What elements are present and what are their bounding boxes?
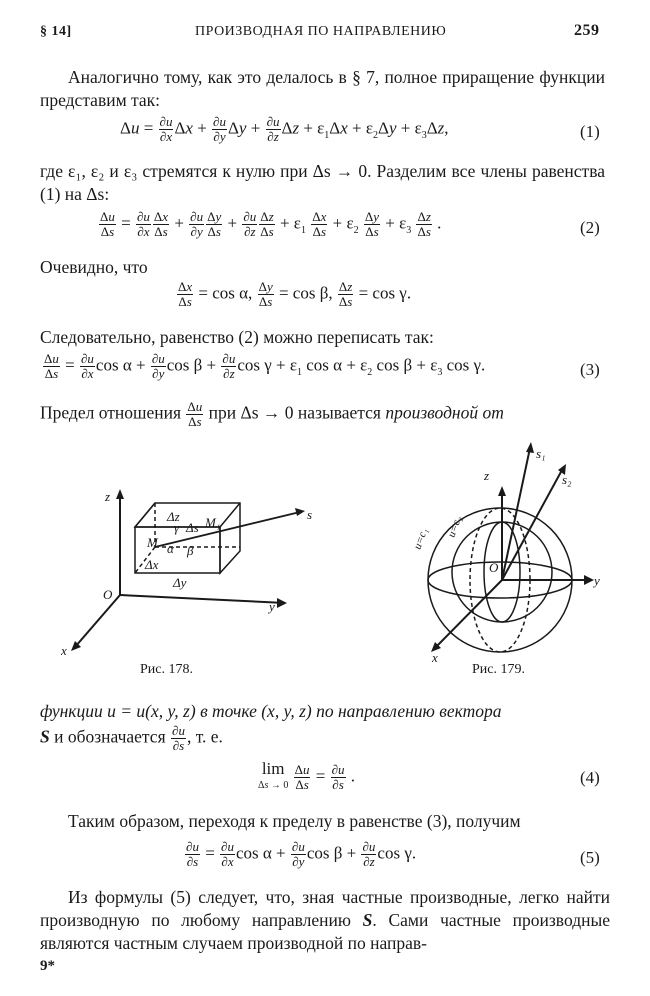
- paragraph-2: где ε₁, ε₂ и ε₃ стремятся к нулю при Δs → 0. Разделим все члены равенства (1) на Δs:: [40, 161, 605, 204]
- label-o: O: [103, 587, 113, 602]
- label-o: O: [489, 560, 499, 575]
- label-x: x: [432, 650, 438, 665]
- label-u-c2: u=c₂: [445, 514, 465, 540]
- label-z: z: [484, 468, 490, 483]
- x-axis: [75, 595, 120, 647]
- vector-s1: [502, 448, 530, 580]
- label-s1: s₁: [536, 446, 546, 461]
- paragraph-5-text-b: при Δs → 0 называется: [208, 402, 381, 423]
- label-dz: Δz: [167, 509, 180, 524]
- paragraph-8-text-c: . Сами частные производные являются частным случаем производной по направ-: [40, 910, 610, 953]
- label-gamma: γ: [174, 520, 180, 535]
- paragraph-3: Очевидно, что: [40, 257, 148, 277]
- equation-2-number: (2): [580, 218, 600, 237]
- equation-4: lim Δs → 0 $\frac{\Delta u}{\Delta s}$ = $\frac{\partial u}{\partial s}$ .: [258, 759, 355, 792]
- label-y: y: [269, 599, 275, 614]
- label-s: s: [307, 507, 313, 522]
- paragraph-5: Предел отношения $\frac{\Delta u}{\Delta s}$ при Δs → 0 называется производной от: [40, 399, 504, 429]
- figure-179-caption: Рис. 179.: [472, 662, 525, 677]
- paragraph-6-line-1: функции u = u(x, y, z) в точке (x, y, z) по направлению вектора: [40, 701, 502, 721]
- equation-3-number: (3): [580, 360, 600, 379]
- vector-s-symbol-2: S: [362, 910, 373, 930]
- equation-1-number: (1): [580, 122, 600, 141]
- equation-1: Δu = $\frac{\partial u}{\partial x}$ Δx + $\frac{\partial u}{\partial y}$ Δy + $\frac{\partial u}{\partial z}$ $\Delta z + \varepsilon_1\Delta x + \varepsilon_2\Delta y + \varepsilon_3\Delta z$,: [120, 114, 449, 144]
- paragraph-6-text-d: , т. е.: [186, 726, 223, 747]
- equation-5-number: (5): [580, 848, 600, 867]
- equation-2: $\frac{\Delta u}{\Delta s}$ = $\frac{\partial u}{\partial x}$ $\frac{\Delta x}{\Delta s}$ + $\frac{\partial u}{\partial y}$ $\frac{\Delta y}{\Delta s}$ + $\frac{\partial u}{\partial z}$ $\frac{\Delta z}{\Delta s}$ + $\varepsilon_1$ $\frac{\Delta x}{\Delta s}$ + $\varepsilon_2$ $\frac{\Delta y}{\Delta s}$ + $\varepsilon_3$ $\frac{\Delta z}{\Delta s}$ .: [100, 209, 442, 239]
- label-dx: Δx: [145, 557, 159, 572]
- label-m1: M₁: [205, 515, 221, 530]
- paragraph-1: Аналогично тому, как это делалось в § 7, полное приращение функции представим так:: [40, 67, 605, 110]
- vector-s-symbol: S: [40, 726, 50, 747]
- label-x: x: [61, 643, 67, 658]
- figure-179: [410, 440, 610, 665]
- label-ds: Δs: [186, 520, 199, 535]
- paragraph-4: Следовательно, равенство (2) можно переписать так:: [40, 327, 434, 347]
- running-title: ПРОИЗВОДНАЯ ПО НАПРАВЛЕНИЮ: [195, 24, 447, 39]
- paragraph-8-text-a: Из формулы (5) следует, что, зная частные производные, легко найти производную по любому направлению: [40, 887, 610, 930]
- paragraph-6-line-2: S и обозначается $\frac{\partial u}{\partial s}$ , т. е.: [40, 723, 223, 753]
- label-u-c1: u=c₁: [411, 526, 431, 552]
- label-s2: s₂: [562, 472, 572, 487]
- paragraph-8: [40, 886, 610, 955]
- figure-178: [55, 485, 325, 660]
- equation-4-number: (4): [580, 768, 600, 787]
- equation-3: $\frac{\Delta u}{\Delta s}$ = $\frac{\partial u}{\partial x}$ cos α + $\frac{\partial u}{\partial y}$ cos β + $\frac{\partial u}{\partial z}$ $\cos \gamma + \varepsilon_1$ $\cos \alpha + \varepsilon_2$ $\cos \beta + \varepsilon_3$ cos γ.: [44, 351, 486, 381]
- paragraph-6-text-c: и обозначается: [54, 726, 166, 747]
- paragraph-5-text-c: производной от: [385, 402, 504, 423]
- section-ref: § 14]: [40, 24, 72, 39]
- page-number: 259: [574, 22, 600, 39]
- label-dy: Δy: [173, 575, 187, 590]
- figure-178-caption: Рис. 178.: [140, 662, 193, 677]
- equation-5: $\frac{\partial u}{\partial s}$ = $\frac{\partial u}{\partial x}$ cos α + $\frac{\partial u}{\partial y}$ cos β + $\frac{\partial u}{\partial z}$ cos γ.: [186, 839, 417, 869]
- signature-mark: 9*: [40, 958, 55, 974]
- paragraph-5-text-a: Предел отношения: [40, 402, 182, 423]
- label-alpha: α: [167, 541, 174, 556]
- paragraph-7: Таким образом, переходя к пределу в равенстве (3), получим: [68, 811, 521, 831]
- label-z: z: [105, 489, 111, 504]
- y-axis: [120, 595, 285, 603]
- label-y: y: [594, 573, 600, 588]
- direction-cosines: $\frac{\Delta x}{\Delta s}$ = cos α, $\frac{\Delta y}{\Delta s}$ = cos β, $\frac{\Delta z}{\Delta s}$ = cos γ.: [178, 279, 412, 309]
- label-m: M: [147, 535, 158, 550]
- label-beta: β: [187, 543, 194, 558]
